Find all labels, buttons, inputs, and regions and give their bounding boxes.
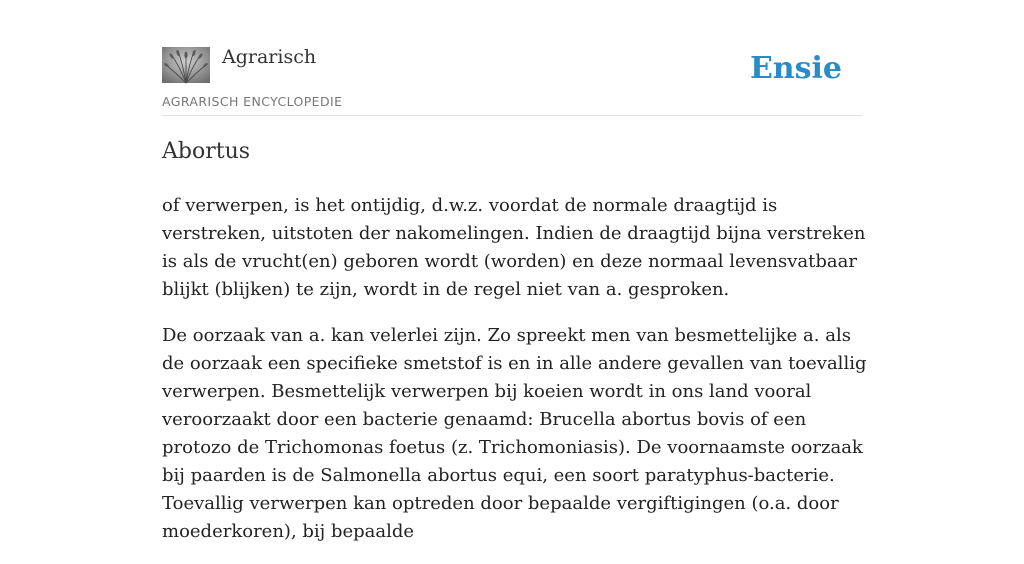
article-paragraph: De oorzaak van a. kan velerlei zijn. Zo spreekt men van besmettelijke a. als de oorzaak een specifieke smetstof is en in alle andere gevallen van toevallig verwerpen. Besmettelijk verwerpen bij koeien wordt in ons land vooral veroorzaakt door een bacterie genaamd: Brucella abortus bovis of een protozo de Trichomonas foetus (z. Trichomoniasis). De voornaamste oorzaak bij paarden is de Salmonella abortus equi, een soort paratyphus-bacterie. Toevallig verwerpen kan optreden door bepaalde vergiftigingen (o.a. door moederkoren), bij bepaalde [162,325,867,542]
header-divider [162,115,862,116]
article-paragraph: of verwerpen, is het ontijdig, d.w.z. voordat de normale draagtijd is verstreken, uitstoten der nakomelingen. Indien de draagtijd bijna verstreken is als de vrucht(en) geboren wordt (worden) en deze normaal levensvatbaar blijkt (blijken) te zijn, wordt in de regel niet van a. gesproken. [162,195,866,300]
source-name[interactable]: Agrarisch [222,46,317,68]
encyclopedia-label[interactable]: AGRARISCH ENCYCLOPEDIE [162,94,343,109]
ensie-logo[interactable]: Ensie [749,51,842,86]
wheat-ears-icon[interactable] [162,47,210,83]
article-title: Abortus [162,139,251,164]
article-body [162,192,867,564]
site-header [162,45,862,115]
